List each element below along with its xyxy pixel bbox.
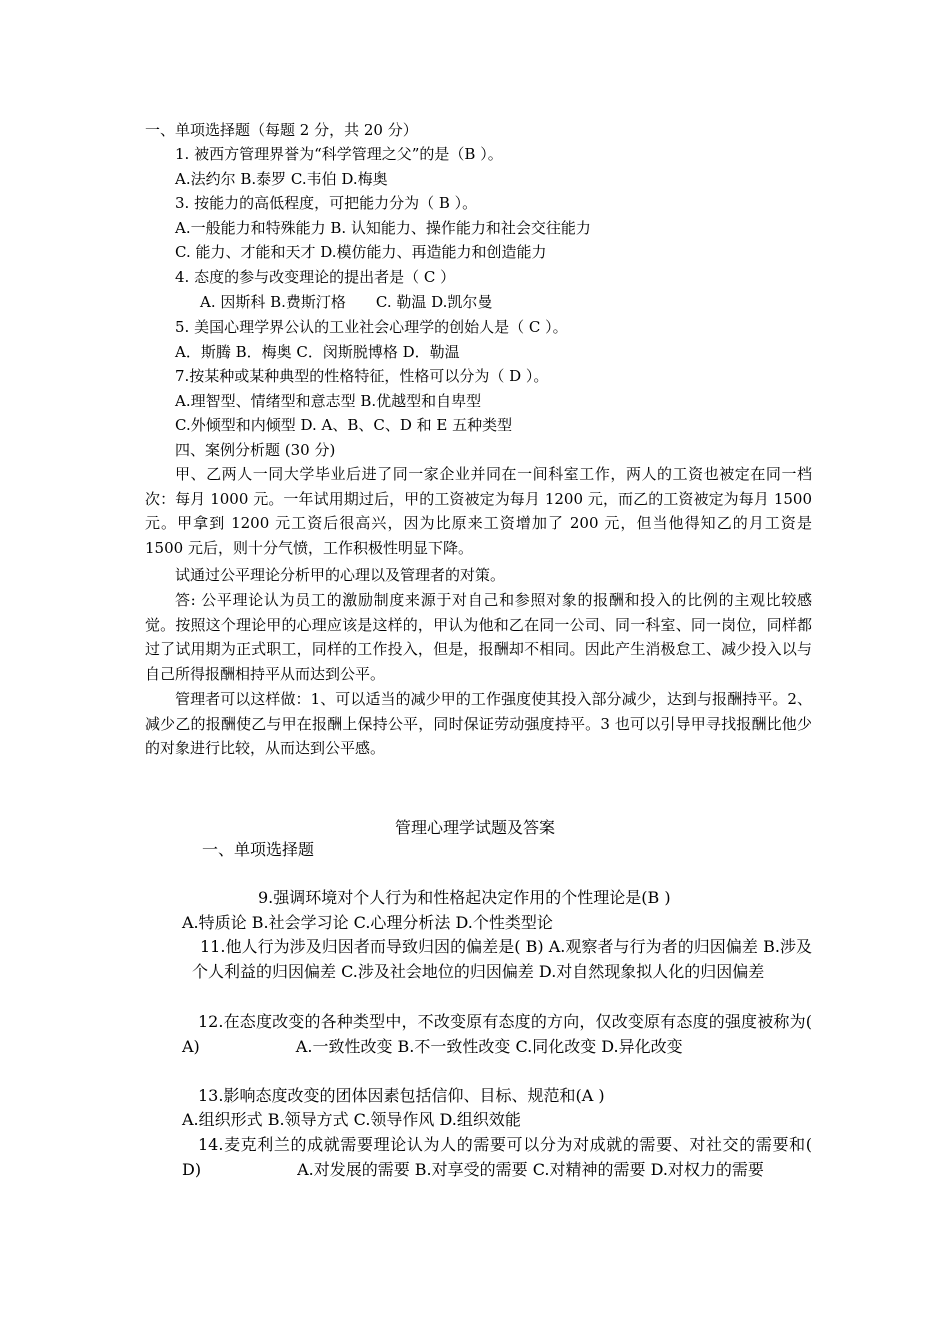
question-3-options-line-2: C. 能力、才能和天才 D.模仿能力、再造能力和创造能力 [175, 243, 547, 261]
question-1-options: A.法约尔 B.泰罗 C.韦伯 D.梅奥 [175, 170, 388, 188]
question-11: 11.他人行为涉及归因者而导致归因的偏差是( B) A.观察者与行为者的归因偏差 B.涉及个人利益的归因偏差 C.涉及社会地位的归因偏差 D.对自然现象拟人化的归因偏差 [192, 937, 812, 981]
question-13-options: A.组织形式 B.领导方式 C.领导作风 D.组织效能 [182, 1110, 521, 1129]
question-1: 1. 被西方管理界誉为“科学管理之父”的是（B ）。 [175, 145, 503, 163]
section-heading-case-analysis: 四、案例分析题 (30 分) [175, 441, 336, 459]
question-7-options-line-1: A.理智型、情绪型和意志型 B.优越型和自卑型 [175, 392, 482, 410]
question-5-options: A．斯腾 B．梅奥 C．闵斯脱博格 D．勒温 [175, 343, 460, 361]
answer-paragraph-1: 答: 公平理论认为员工的激励制度来源于对自己和参照对象的报酬和投入的比例的主观比较感觉。按照这个理论甲的心理应该是这样的，甲认为他和乙在同一公司、同一科室、同一岗位，同样都过了试用期为正式职工，同样的工作投入，但是，报酬却不相同。因此产生消极怠工、减少投入以与自己所得报酬相持平从而达到公平。 [145, 591, 812, 683]
question-13: 13.影响态度改变的团体因素包括信仰、目标、规范和(A ) [198, 1086, 605, 1105]
case-text: 甲、乙两人一同大学毕业后进了同一家企业并同在一间科室工作，两人的工资也被定在同一档次：每月 1000 元。一年试用期过后，甲的工资被定为每月 1200 元，而乙的工资被定为每月 1500 元。甲拿到 1200 元工资后很高兴，因为比原来工资增加了 200 元，但当他得知乙的月工资是 1500 元后，则十分气愤，工作积极性明显下降。 [145, 465, 812, 557]
case-question: 试通过公平理论分析甲的心理以及管理者的对策。 [175, 566, 506, 584]
question-3: 3. 按能力的高低程度，可把能力分为（ B ）。 [175, 194, 478, 212]
question-4: 4. 态度的参与改变理论的提出者是（ C ） [175, 268, 456, 286]
question-9-options: A.特质论 B.社会学习论 C.心理分析法 D.个性类型论 [182, 913, 553, 932]
question-7: 7.按某种或某种典型的性格特征，性格可以分为（ D ）。 [175, 367, 549, 385]
section-heading-single-choice: 一、单项选择题（每题 2 分，共 20 分） [145, 121, 418, 139]
answer-paragraph-2: 管理者可以这样做：1、可以适当的减少甲的工作强度使其投入部分减少，达到与报酬持平。2、减少乙的报酬使乙与甲在报酬上保持公平，同时保证劳动强度持平。3 也可以引导甲寻找报酬比他少的对象进行比较，从而达到公平感。 [145, 690, 812, 758]
section-heading-single-choice-2: 一、单项选择题 [202, 840, 315, 859]
question-12: 12.在态度改变的各种类型中，不改变原有态度的方向，仅改变原有态度的强度被称为( A) A.一致性改变 B.不一致性改变 C.同化改变 D.异化改变 [182, 1012, 812, 1056]
document-title: 管理心理学试题及答案 [394, 818, 555, 837]
question-7-options-line-2: C.外倾型和内倾型 D. A、B、C、D 和 E 五种类型 [175, 416, 513, 434]
question-5: 5. 美国心理学界公认的工业社会心理学的创始人是（ C ）。 [175, 318, 568, 336]
question-14: 14.麦克利兰的成就需要理论认为人的需要可以分为对成就的需要、对社交的需要和( D) A.对发展的需要 B.对享受的需要 C.对精神的需要 D.对权力的需要 [182, 1135, 812, 1179]
question-3-options-line-1: A.一般能力和特殊能力 B. 认知能力、操作能力和社会交往能力 [175, 219, 591, 237]
question-4-options: A. 因斯科 B.费斯汀格 C. 勒温 D.凯尔曼 [200, 293, 493, 311]
question-9: 9.强调环境对个人行为和性格起决定作用的个性理论是(B ) [258, 888, 671, 907]
